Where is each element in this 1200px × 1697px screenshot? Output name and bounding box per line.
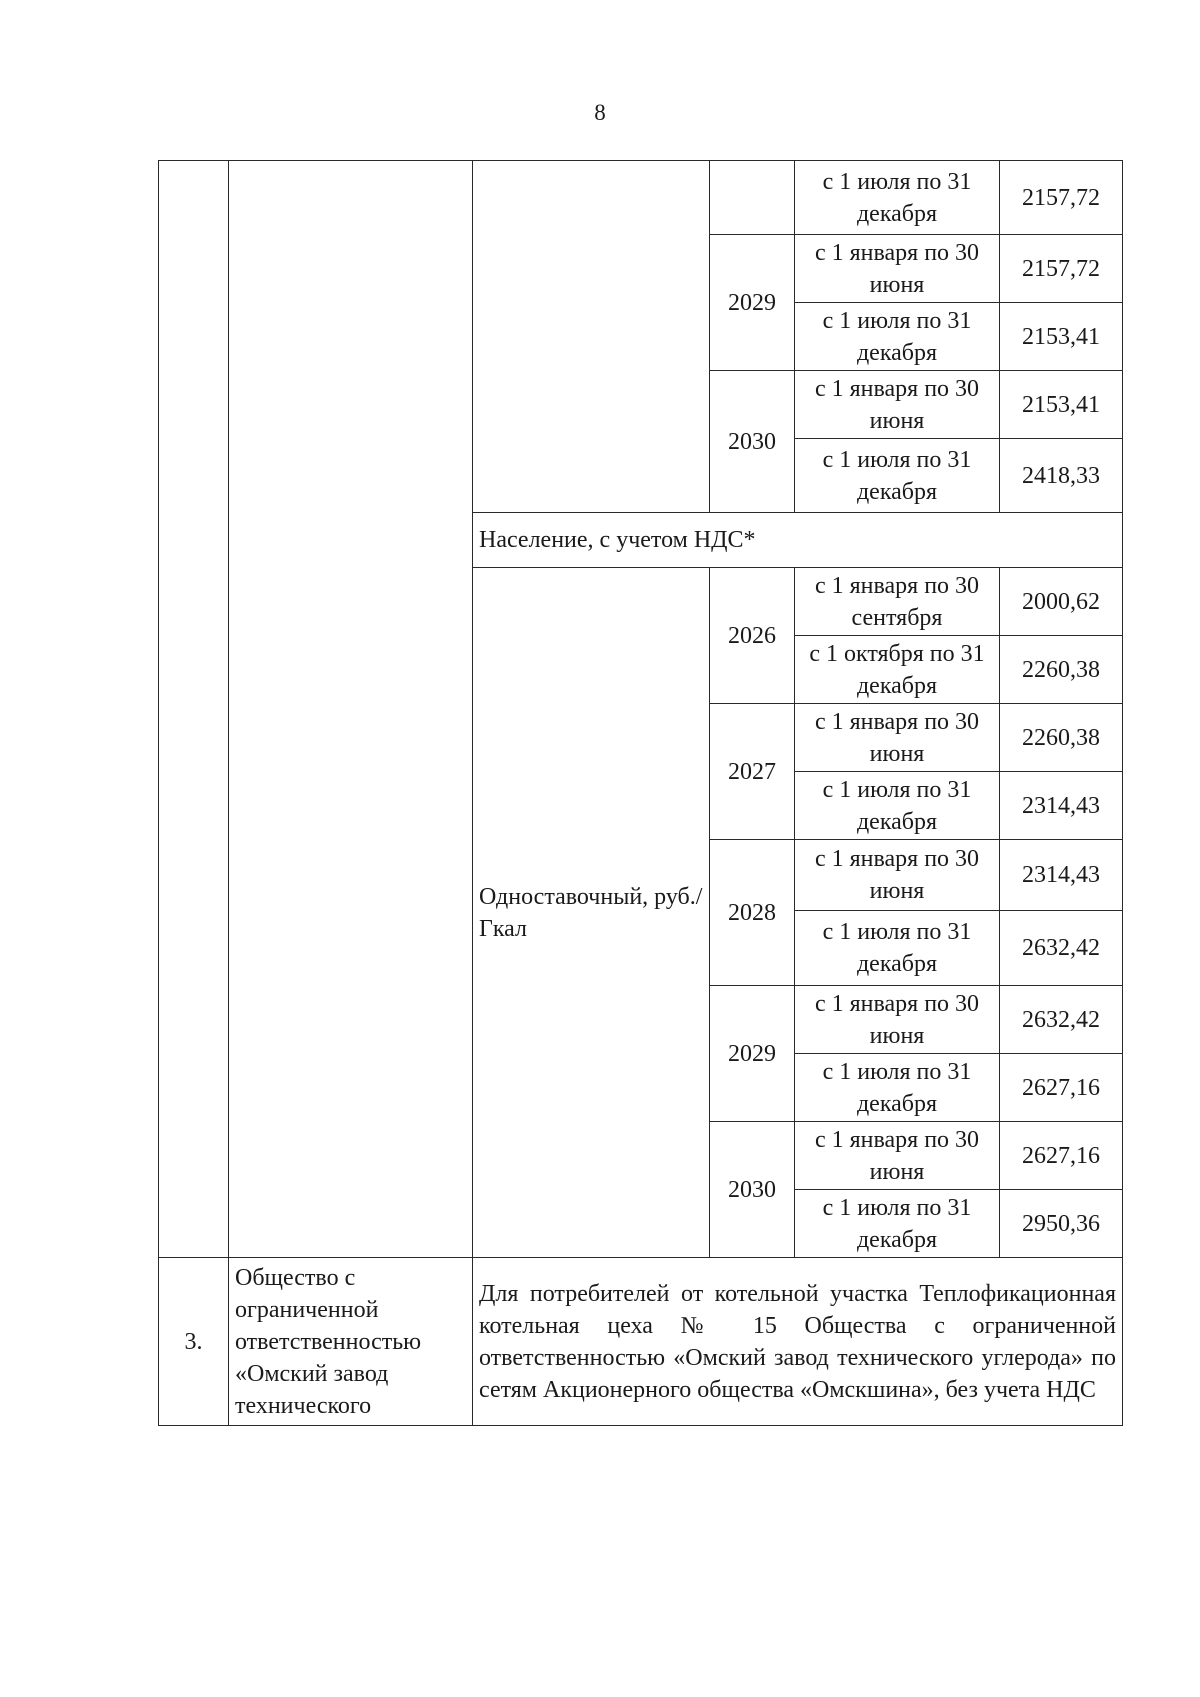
period-cell: с 1 января по 30 сентября [795,568,1000,636]
tariff-value: 2314,43 [1000,840,1123,911]
period-cell: с 1 января по 30 июня [795,235,1000,303]
tariff-value: 2314,43 [1000,772,1123,840]
year-cell: 2027 [710,704,795,840]
tariff-value: 2950,36 [1000,1190,1123,1258]
period-cell: с 1 января по 30 июня [795,1122,1000,1190]
tariff-value: 2000,62 [1000,568,1123,636]
number-cell-blank [159,161,229,1258]
tariff-value: 2260,38 [1000,704,1123,772]
row-number: 3. [159,1258,229,1426]
year-cell [710,161,795,235]
tariff-value: 2157,72 [1000,235,1123,303]
year-cell: 2029 [710,986,795,1122]
tariff-value: 2153,41 [1000,303,1123,371]
page-number: 8 [594,100,606,125]
year-cell: 2030 [710,371,795,513]
tariff-value: 2632,42 [1000,986,1123,1054]
period-cell: с 1 января по 30 июня [795,986,1000,1054]
period-cell: с 1 января по 30 июня [795,704,1000,772]
period-cell: с 1 июля по 31 декабря [795,303,1000,371]
year-cell: 2030 [710,1122,795,1258]
period-cell: с 1 июля по 31 декабря [795,911,1000,986]
year-cell: 2026 [710,568,795,704]
tariff-value: 2153,41 [1000,371,1123,439]
tariff-value: 2260,38 [1000,636,1123,704]
period-cell: с 1 января по 30 июня [795,840,1000,911]
unit-cell-blank [473,161,710,513]
period-cell: с 1 июля по 31 декабря [795,1190,1000,1258]
tariff-table [158,160,1123,1426]
period-cell: с 1 июля по 31 декабря [795,772,1000,840]
tariff-value: 2418,33 [1000,439,1123,513]
tariff-value: 2632,42 [1000,911,1123,986]
period-cell: с 1 июля по 31 декабря [795,161,1000,235]
tariff-unit: Одноставочный, руб./Гкал [473,568,710,1258]
table-row [159,161,1123,235]
tariff-value: 2157,72 [1000,161,1123,235]
organization-name: Общество с ограниченной ответственностью «Омский завод технического [229,1258,473,1426]
org-cell-blank [229,161,473,1258]
year-cell: 2029 [710,235,795,371]
tariff-value: 2627,16 [1000,1122,1123,1190]
year-cell: 2028 [710,840,795,986]
period-cell: с 1 июля по 31 декабря [795,1054,1000,1122]
period-cell: с 1 июля по 31 декабря [795,439,1000,513]
tariff-value: 2627,16 [1000,1054,1123,1122]
table-row [159,1258,1123,1426]
period-cell: с 1 октября по 31 декабря [795,636,1000,704]
consumer-description: Для потребителей от котельной участка Теплофикационная котельная цеха № 15 Общества с ограниченной ответственностью «Омский завод технического углерода» по сетям Акционерного общества «Омскшина», без учета НДС [473,1258,1123,1426]
group-title: Население, с учетом НДС* [473,513,1123,568]
period-cell: с 1 января по 30 июня [795,371,1000,439]
